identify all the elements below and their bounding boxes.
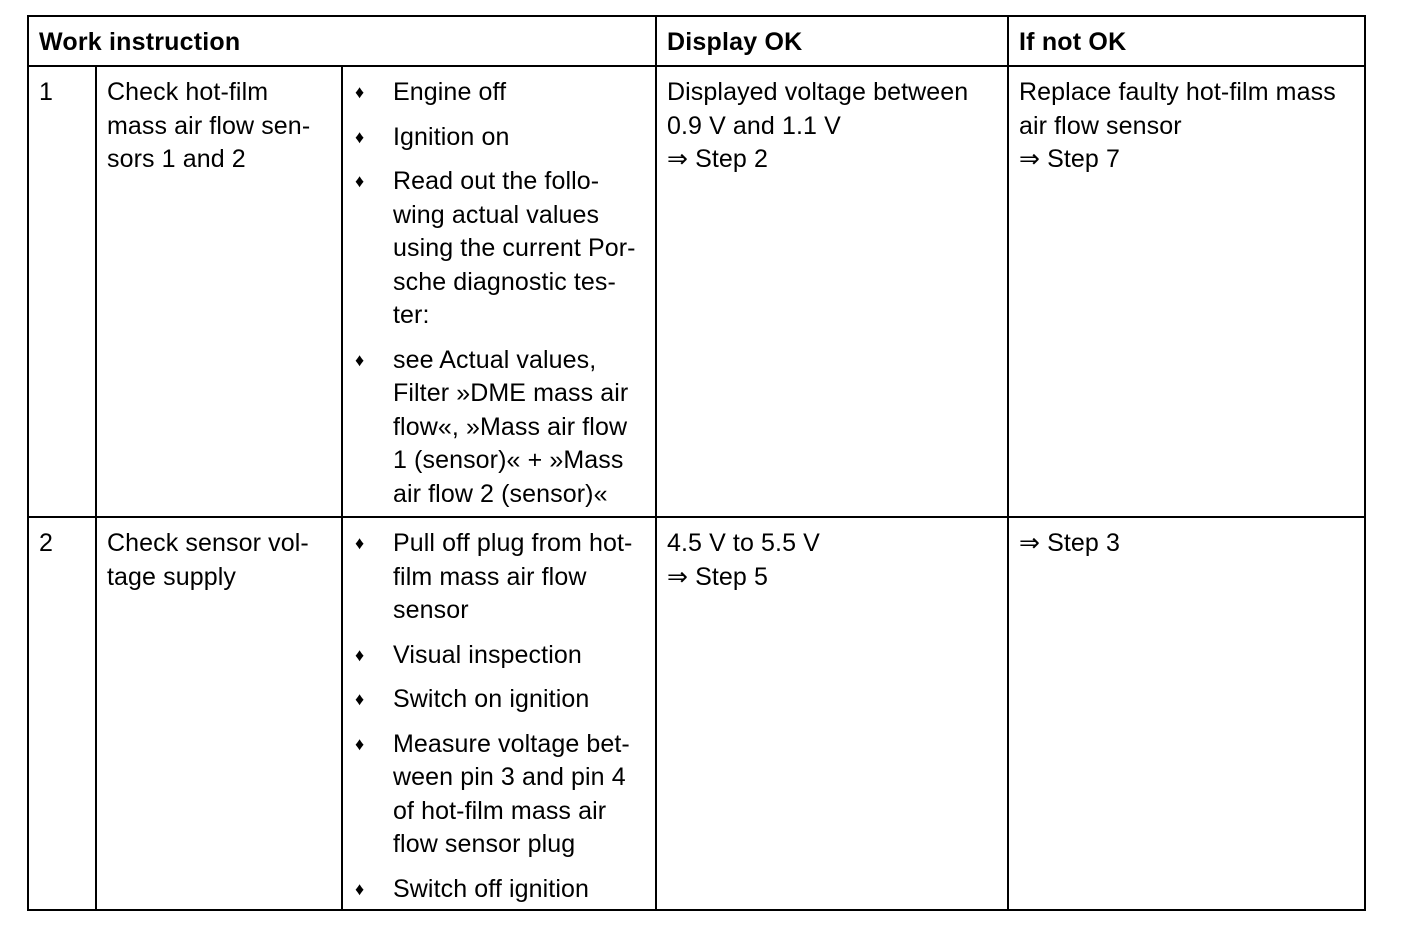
diamond-bullet-icon: ♦: [355, 733, 365, 754]
if-not-ok-result: Replace faulty hot-film mass air flow sensor ⇒ Step 7: [1007, 67, 1364, 516]
if-not-ok-result: ⇒ Step 3: [1007, 518, 1364, 911]
work-instruction-table: [27, 15, 1366, 911]
display-ok-result: Displayed voltage between 0.9 V and 1.1 V ⇒ Step 2: [655, 67, 1007, 516]
instruction-text: Switch off ignition: [393, 874, 589, 903]
table-header-row: [29, 17, 1364, 67]
header-display-ok: Display OK: [655, 17, 1007, 65]
instruction-text: Pull off plug from hot- film mass air flow sensor: [393, 529, 633, 624]
display-ok-result: 4.5 V to 5.5 V ⇒ Step 5: [655, 518, 1007, 911]
diamond-bullet-icon: ♦: [355, 349, 365, 370]
task-description: Check hot-film mass air flow sen- sors 1 and 2: [95, 67, 341, 516]
diamond-bullet-icon: ♦: [355, 126, 365, 147]
step-number: 2: [39, 529, 54, 557]
instruction-list-cell: [341, 518, 655, 911]
instruction-item: [343, 165, 649, 333]
diamond-bullet-icon: ♦: [355, 82, 365, 102]
diamond-bullet-icon: ♦: [355, 689, 365, 709]
instruction-list: [343, 67, 655, 511]
header-work-instruction: Work instruction: [39, 28, 241, 56]
diamond-bullet-icon: ♦: [355, 533, 365, 553]
instruction-text: Visual inspection: [393, 640, 582, 669]
instruction-text: Engine off: [393, 78, 507, 106]
instruction-item: [343, 76, 649, 110]
instruction-text: Read out the follo- wing actual values using the current Por- sche diagnostic tes- ter:: [393, 167, 636, 329]
instruction-item: [343, 344, 649, 512]
instruction-text: see Actual values, Filter »DME mass air flow«, »Mass air flow 1 (sensor)« + »Mass air flow 2 (sensor)«: [393, 345, 629, 508]
instruction-item: [343, 639, 649, 673]
table-row-step-2: [29, 518, 1364, 911]
header-if-not-ok: If not OK: [1007, 17, 1364, 65]
instruction-item: [343, 527, 649, 628]
instruction-text: Ignition on: [393, 122, 510, 151]
diamond-bullet-icon: ♦: [355, 171, 365, 191]
instruction-text: Measure voltage bet- ween pin 3 and pin 4 of hot-film mass air flow sensor plug: [393, 729, 630, 858]
instruction-text: Switch on ignition: [393, 685, 590, 713]
diamond-bullet-icon: ♦: [355, 878, 365, 899]
table-row-step-1: [29, 67, 1364, 518]
task-description: Check sensor vol- tage supply: [95, 518, 341, 911]
instruction-item: [343, 121, 649, 155]
step-number: 1: [39, 78, 54, 106]
instruction-list-cell: [341, 67, 655, 516]
instruction-item: [343, 728, 649, 862]
instruction-item: [343, 683, 649, 717]
instruction-list: [343, 518, 655, 906]
diamond-bullet-icon: ♦: [355, 644, 365, 665]
instruction-item: [343, 873, 649, 907]
